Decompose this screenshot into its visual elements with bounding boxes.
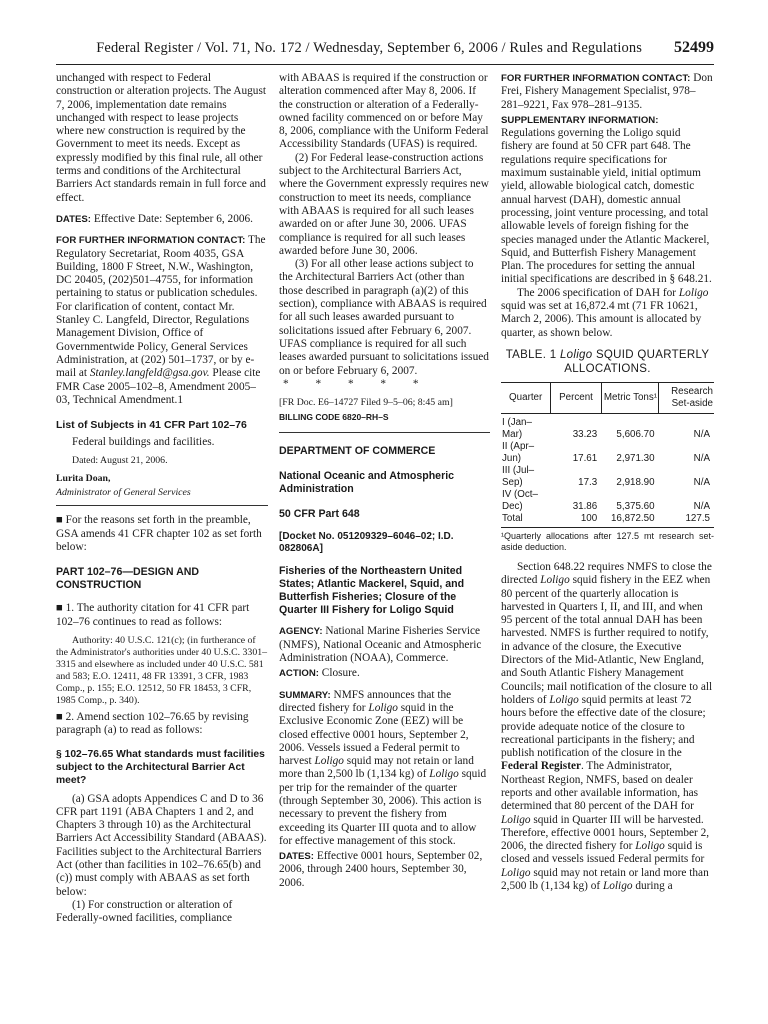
dated-line: Dated: August 21, 2006. xyxy=(72,455,168,467)
dah-paragraph xyxy=(501,287,714,340)
subjects-text: Federal buildings and facilities. xyxy=(72,436,215,449)
divider xyxy=(56,505,268,506)
docket-number: [Docket No. 051209329–6046–02; I.D. 082806A] xyxy=(279,531,454,555)
authority-citation: Authority: 40 U.S.C. 121(c); (in furtherance of the Administrator's authorities under 40 U.S.C. 3301–3315 and elsewhere as included under 40 U.S.C. 581 and 583; E.O. 12411, 48 FR 13391, 3 CFR, 1983 Comp., p. 155; E.O. 12512, 50 FR 18453, 3 CFR, 1985 Comp., p. 340). xyxy=(56,634,268,706)
running-head: Federal Register / Vol. 71, No. 172 / Wednesday, September 6, 2006 / Rules and Regulations xyxy=(96,40,642,56)
column-header: Research Set-aside xyxy=(659,382,714,413)
table-cell: I (Jan–Mar) xyxy=(502,416,532,440)
table-cell: 127.5 xyxy=(659,513,714,528)
section-text: Loligo xyxy=(602,880,633,893)
section-text: squid permits at least 72 hours before the effective date of the closure; provide adequate notice of the closure to recreational participants in the fishery; and publish notification of the closure in the xyxy=(501,693,706,760)
paragraph-1: (1) For construction or alteration of Federally-owned facilities, compliance xyxy=(56,898,233,925)
section-648-paragraph xyxy=(501,561,714,893)
table-title-text: SQUID QUARTERLY ALLOCATIONS. xyxy=(564,348,710,375)
section-text: squid in Quarter III will be harvested. Therefore, effective 0001 hours, September 2, 2006, the directed fishery for xyxy=(501,813,710,853)
billing-code: BILLING CODE 6820–RH–S xyxy=(279,412,389,423)
section-text: Loligo xyxy=(635,840,665,853)
supplementary-text: Regulations governing the Loligo squid fishery are found at 50 CFR part 648. The regulations require specifications for maximum sustainable yield, initial optimum yield, allowable biological catch, domestic annual harvest (DAH), domestic annual processing, joint venture processing, and total allowable levels of foreign fishing for the species managed under the Atlantic Mackerel, Squid, and Butterfish Fishery Management Plan. The procedures for setting the annual initial specifications are described in § 648.21. xyxy=(501,127,712,286)
column-3 xyxy=(501,72,714,893)
contact-paragraph xyxy=(56,234,268,407)
supplementary-label xyxy=(501,114,714,127)
table-cell: Total xyxy=(501,513,551,528)
table-cell: 31.86 xyxy=(572,500,598,512)
dates-label: DATES: xyxy=(56,213,91,225)
section-text: Loligo xyxy=(549,693,579,706)
section-heading: § 102–76.65 What standards must facilities subject to the Architectural Barrier Act meet? xyxy=(56,748,265,786)
paragraph: with ABAAS is required if the construction or alteration commenced after May 8, 2006. If the construction or alteration of a Federally-owned facility commenced on or before May 8, 2006, compliance with the Uniform Federal Accessibility Standards (UFAS) is required. xyxy=(279,72,489,151)
table-cell: 16,872.50 xyxy=(601,513,658,528)
dates-label: DATES: xyxy=(279,851,314,863)
table-cell: 33.23 xyxy=(572,428,598,440)
summary-text: NMFS announces that the directed fishery for xyxy=(279,688,452,714)
effective-dates-paragraph xyxy=(279,850,490,890)
allocation-table xyxy=(501,382,714,528)
table-row xyxy=(501,465,714,489)
paragraph: unchanged with respect to Federal construction or alteration projects. The August 7, 2006, implementation date remains unchanged with respect to lease projects where new construction is required by the Government to meet its needs. Except as expressly modified by this final rule, all other terms and conditions of the Architectural Barriers Act standards remain in full force and effect. xyxy=(56,72,266,204)
agency-label: AGENCY: xyxy=(279,626,323,638)
table-title-text: Loligo xyxy=(559,348,593,361)
reasons-paragraph xyxy=(56,514,268,554)
amendment-2 xyxy=(56,711,268,738)
section-break-stars: * * * * * xyxy=(283,377,431,390)
dah-text: Loligo xyxy=(678,286,709,299)
column-header: Quarter xyxy=(501,382,551,413)
table-cell: 100 xyxy=(551,513,601,528)
contact-text: The Regulatory Secretariat, Room 4035, GSA Building, 1800 F Street, N.W., Washington, DC 20405, (202)501–4755, for information pertaining to status or publication schedules. For clarification of content, contact Mr. Stanley C. Langfeld, Director, Regulations Management Division, Office of Governmentwide Policy, General Services Administration, at (202) 501–1737, or by e-mail at xyxy=(56,234,266,380)
action-paragraph xyxy=(279,667,490,680)
dah-text: The 2006 specification of DAH for xyxy=(517,286,677,299)
table-title-text: TABLE. 1 xyxy=(505,348,557,361)
summary-paragraph xyxy=(279,689,490,849)
table-cell: 5,606.70 xyxy=(616,428,655,440)
amendment-1 xyxy=(56,602,268,629)
contact-label: FOR FURTHER INFORMATION CONTACT: xyxy=(56,235,246,247)
summary-text: squid per trip for the remainder of the quarter (through September 30, 2006). This action is necessary to prevent the fishery from exceeding its Quarter III quota and to allow for effective management of this stock. xyxy=(279,768,487,847)
summary-text: Loligo xyxy=(314,755,344,768)
table-cell: N/A xyxy=(693,476,710,488)
square-bullet-icon: ■ xyxy=(56,710,63,723)
page-number: 52499 xyxy=(674,39,714,56)
section-text: Loligo xyxy=(540,574,570,587)
table-cell: III (Jul–Sep) xyxy=(502,464,535,488)
contact-paragraph xyxy=(501,72,714,112)
section-text: Loligo xyxy=(501,866,531,879)
agency-text: National Marine Fisheries Service (NMFS), National Oceanic and Atmospheric Administration (NOAA), Commerce. xyxy=(279,625,482,665)
paragraph-2: (2) For Federal lease-construction actions subject to the Architectural Barriers Act, where the Government expressly requires new construction to meet its needs, compliance with ABAAS is required for all such leases awarded on or after June 30, 2006. UFAS compliance is required for all such leases awarded before June 30, 2006. xyxy=(279,151,489,257)
table-cell: 2,971.30 xyxy=(616,452,655,464)
summary-label: SUMMARY: xyxy=(279,689,331,701)
table-cell: N/A xyxy=(693,428,710,440)
paragraph-a: (a) GSA adopts Appendices C and D to 36 CFR part 1191 (ABA Chapters 1 and 2, and Chapters 3 through 10) as the Architectural Barriers Act Accessibility Standard (ABAAS). Facilities subject to the Architectural Barriers Act (other than facilities in 102–76.65(b) and (c)) must comply with ABAAS as set forth below: xyxy=(56,792,267,898)
paragraph-3: (3) For all other lease actions subject to the Architectural Barriers Act (other than those described in paragraph (a)(2) of this section), compliance with ABAAS is required for all such leases awarded pursuant to solicitations issued after February 6, 2007. UFAS compliance is required for all such leases awarded pursuant to solicitations issued on or before February 6, 2007. xyxy=(279,258,489,377)
section-text: Section 648.22 requires NMFS to close the directed xyxy=(501,560,712,587)
table-footnote: ¹Quarterly allocations after 127.5 mt research set-aside deduction. xyxy=(501,530,714,552)
reasons-text: For the reasons set forth in the preamble, GSA amends 41 CFR chapter 102 as set forth below: xyxy=(56,514,262,554)
table-cell: 17.61 xyxy=(572,452,598,464)
table-cell: IV (Oct–Dec) xyxy=(502,488,538,512)
subjects-heading: List of Subjects in 41 CFR Part 102–76 xyxy=(56,419,247,432)
dates-text: Effective 0001 hours, September 02, 2006, through 2400 hours, September 30, 2006. xyxy=(279,850,483,889)
section-text: during a xyxy=(635,880,673,893)
square-bullet-icon: ■ xyxy=(56,602,63,615)
table-cell: 5,375.60 xyxy=(616,500,655,512)
table-cell: 2,918.90 xyxy=(616,476,655,488)
contact-label: FOR FURTHER INFORMATION CONTACT: xyxy=(501,73,691,84)
summary-text: squid in the Exclusive Economic Zone (EEZ) will be closed effective 0001 hours, September 2, 2006. Vessels issued a Federal permit to harvest xyxy=(279,701,469,768)
action-label: ACTION: xyxy=(279,668,319,680)
section-text: squid may not retain or land more than 2,500 lb (1,134 kg) of xyxy=(501,866,709,893)
section-text: . The Administrator, Northeast Region, NMFS, based on dealer reports and other available information, has determined that 80 percent of the DAH for xyxy=(501,760,699,813)
fr-doc-line: [FR Doc. E6–14727 Filed 9–5–06; 8:45 am] xyxy=(279,397,453,409)
contact-email: Stanley.langfeld@gsa.gov. xyxy=(89,367,210,380)
dah-text: squid was set at 16,872.4 mt (71 FR 10621, March 2, 2006). This amount is allocated by quarter, as shown below. xyxy=(501,300,702,339)
dates-paragraph xyxy=(56,213,268,226)
table-title xyxy=(501,348,714,376)
column-1 xyxy=(56,72,268,925)
section-text: Federal Register xyxy=(501,760,581,773)
column-2 xyxy=(279,72,490,890)
section-text: squid is closed and vessels issued Federal permits for xyxy=(501,840,705,866)
summary-text: Loligo xyxy=(368,701,398,714)
column-header: Percent xyxy=(551,382,601,413)
contact-text: Don Frei, Fishery Management Specialist, 978–281–9221, Fax 978–281–9135. xyxy=(501,72,713,111)
rule-title: Fisheries of the Northeastern United States; Atlantic Mackerel, Squid, and Butterfish Fisheries; Closure of the Quarter III Fishery for Loligo Squid xyxy=(279,565,465,617)
action-text: Closure. xyxy=(321,667,360,680)
section-text: squid fishery in the EEZ when 80 percent of the quarterly allocation is harvested in Quarters I, II, and III, and when 95 percent of the total annual DAH has been harvested. NMFS is further required to notify, in advance of the closure, the Executive Directors of the Mid-Atlantic, New England, and South Atlantic Fishery Management Councils; mail notification of the closure to all holders of xyxy=(501,574,713,706)
table-cell: N/A xyxy=(693,452,710,464)
department-heading: DEPARTMENT OF COMMERCE xyxy=(279,445,436,458)
amendment-2-text: 2. Amend section 102–76.65 by revising paragraph (a) to read as follows: xyxy=(56,710,249,737)
part-heading: PART 102–76—DESIGN AND CONSTRUCTION xyxy=(56,566,200,592)
supplementary-label-text: SUPPLEMENTARY INFORMATION: xyxy=(501,114,659,126)
column-header: Metric Tons¹ xyxy=(601,382,658,413)
table-row xyxy=(501,441,714,465)
summary-text: squid may not retain or land more than 2,500 lb (1,134 kg) of xyxy=(279,755,474,781)
table-total-row xyxy=(501,513,714,528)
page-header xyxy=(56,38,714,65)
square-bullet-icon: ■ xyxy=(56,514,63,527)
section-text: Loligo xyxy=(501,813,531,826)
contact-text-2: Please cite FMR Case 2005–102–8, Amendment 2005–03, Technical Amendment.1 xyxy=(56,367,261,406)
cfr-part-heading: 50 CFR Part 648 xyxy=(279,508,360,521)
table-row xyxy=(501,413,714,441)
table-cell: 17.3 xyxy=(578,476,598,488)
signer-title: Administrator of General Services xyxy=(56,487,191,499)
summary-text: Loligo xyxy=(429,768,459,781)
divider xyxy=(279,432,490,433)
dates-text: Effective Date: September 6, 2006. xyxy=(93,212,253,225)
agency-paragraph xyxy=(279,625,490,665)
signer-name: Lurita Doan, xyxy=(56,473,111,485)
table-row xyxy=(501,489,714,513)
table-header-row xyxy=(501,382,714,413)
amendment-1-text: 1. The authority citation for 41 CFR part 102–76 continues to read as follows: xyxy=(56,602,250,628)
table-cell: N/A xyxy=(693,500,710,512)
agency-heading: National Oceanic and Atmospheric Administration xyxy=(279,470,455,496)
table-cell: II (Apr–Jun) xyxy=(502,440,535,464)
